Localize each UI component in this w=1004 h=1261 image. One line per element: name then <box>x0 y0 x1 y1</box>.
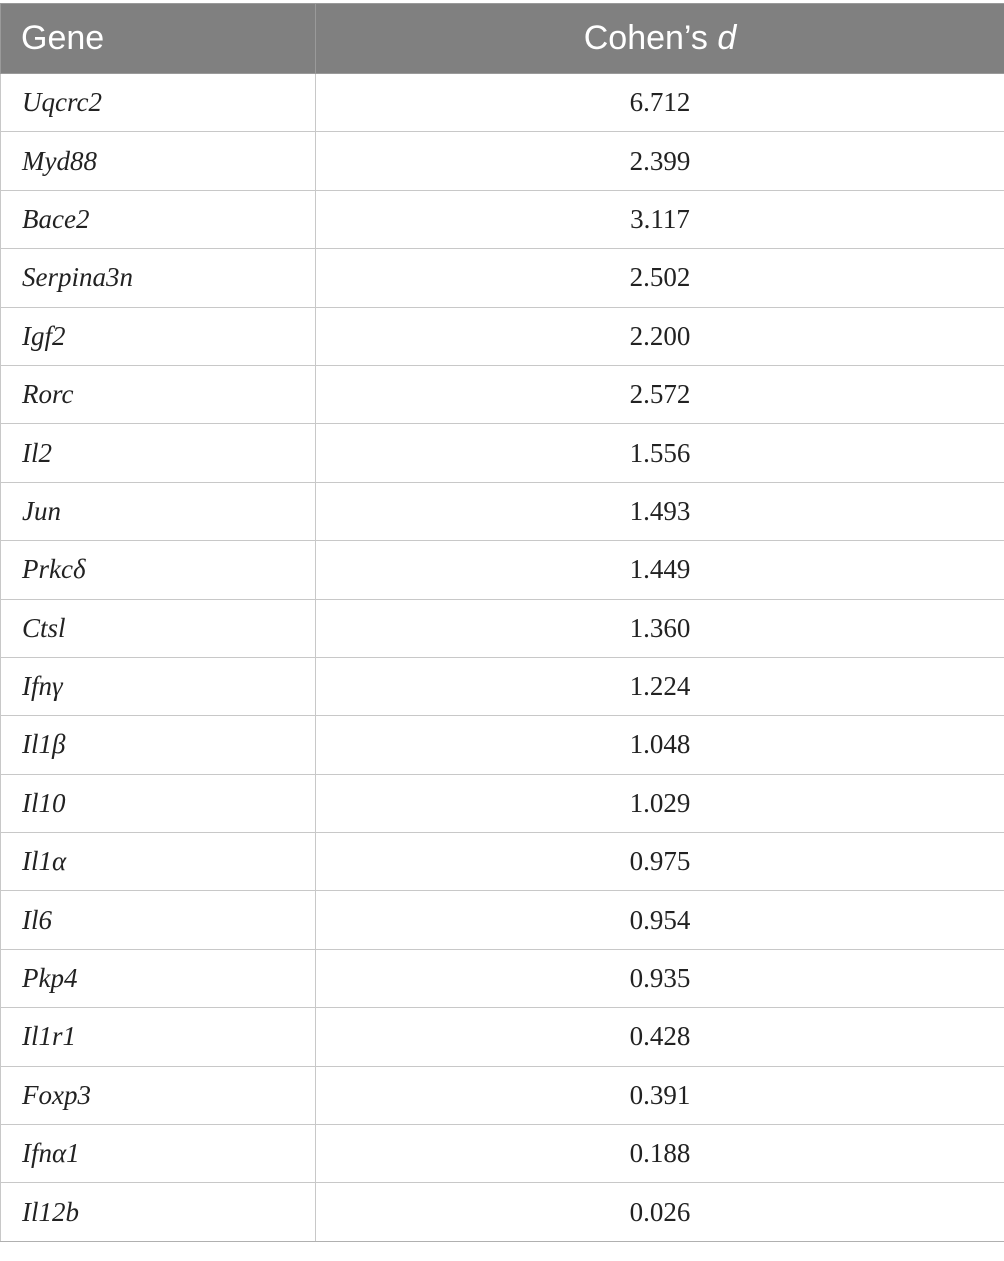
cohens-d-header-variable: d <box>717 19 737 57</box>
gene-name-cell: Jun <box>1 482 316 540</box>
gene-name-cell: Pkp4 <box>1 949 316 1007</box>
table-row <box>1 541 1004 599</box>
gene-name-cell: Il10 <box>1 774 316 832</box>
gene-name-cell: Bace2 <box>1 190 316 248</box>
gene-name-cell: Prkcδ <box>1 541 316 599</box>
table-row <box>1 657 1004 715</box>
cohens-d-value-cell: 0.935 <box>316 949 1004 1007</box>
table-row <box>1 190 1004 248</box>
table-row <box>1 482 1004 540</box>
header-row <box>1 4 1004 74</box>
cohens-d-value-cell: 0.975 <box>316 833 1004 891</box>
gene-name-cell: Il1α <box>1 833 316 891</box>
cohens-d-value-cell: 1.029 <box>316 774 1004 832</box>
table-row <box>1 307 1004 365</box>
gene-name-cell: Il1β <box>1 716 316 774</box>
cohens-d-value-cell: 0.391 <box>316 1066 1004 1124</box>
table-row <box>1 365 1004 423</box>
cohens-d-value-cell: 2.399 <box>316 132 1004 190</box>
table-row <box>1 132 1004 190</box>
gene-name-cell: Il1r1 <box>1 1008 316 1066</box>
table-row <box>1 1125 1004 1183</box>
table-row <box>1 1008 1004 1066</box>
cohens-d-value-cell: 1.449 <box>316 541 1004 599</box>
table-row <box>1 599 1004 657</box>
cohens-d-value-cell: 1.360 <box>316 599 1004 657</box>
gene-name-cell: Ifnα1 <box>1 1125 316 1183</box>
gene-name-cell: Ifnγ <box>1 657 316 715</box>
cohens-d-value-cell: 2.502 <box>316 249 1004 307</box>
cohens-d-header-prefix: Cohen’s <box>583 19 708 57</box>
cohens-d-value-cell: 0.428 <box>316 1008 1004 1066</box>
gene-name-cell: Foxp3 <box>1 1066 316 1124</box>
table-row <box>1 249 1004 307</box>
cohens-d-value-cell: 3.117 <box>316 190 1004 248</box>
cohens-d-value-cell: 2.572 <box>316 365 1004 423</box>
cohens-d-value-cell: 2.200 <box>316 307 1004 365</box>
gene-column-header: Gene <box>1 4 316 74</box>
cohens-d-value-cell: 1.493 <box>316 482 1004 540</box>
table-row <box>1 833 1004 891</box>
cohens-d-column-header <box>316 4 1004 74</box>
table-row <box>1 716 1004 774</box>
table-row <box>1 424 1004 482</box>
gene-name-cell: Myd88 <box>1 132 316 190</box>
cohens-d-value-cell: 0.954 <box>316 891 1004 949</box>
cohens-d-value-cell: 1.048 <box>316 716 1004 774</box>
table-header <box>1 4 1004 74</box>
table-row <box>1 949 1004 1007</box>
gene-name-cell: Ctsl <box>1 599 316 657</box>
cohens-d-value-cell: 0.188 <box>316 1125 1004 1183</box>
table-row <box>1 774 1004 832</box>
gene-name-cell: Il2 <box>1 424 316 482</box>
gene-name-cell: Il6 <box>1 891 316 949</box>
gene-name-cell: Rorc <box>1 365 316 423</box>
gene-effect-size-table <box>0 3 1004 1242</box>
table-row <box>1 1066 1004 1124</box>
table-row <box>1 1183 1004 1241</box>
gene-name-cell: Igf2 <box>1 307 316 365</box>
gene-effect-size-table-container <box>0 3 1004 1242</box>
gene-name-cell: Uqcrc2 <box>1 74 316 132</box>
gene-name-cell: Serpina3n <box>1 249 316 307</box>
gene-name-cell: Il12b <box>1 1183 316 1241</box>
table-row <box>1 74 1004 132</box>
cohens-d-value-cell: 1.224 <box>316 657 1004 715</box>
cohens-d-value-cell: 0.026 <box>316 1183 1004 1241</box>
table-body <box>1 74 1004 1242</box>
cohens-d-value-cell: 1.556 <box>316 424 1004 482</box>
cohens-d-value-cell: 6.712 <box>316 74 1004 132</box>
table-row <box>1 891 1004 949</box>
